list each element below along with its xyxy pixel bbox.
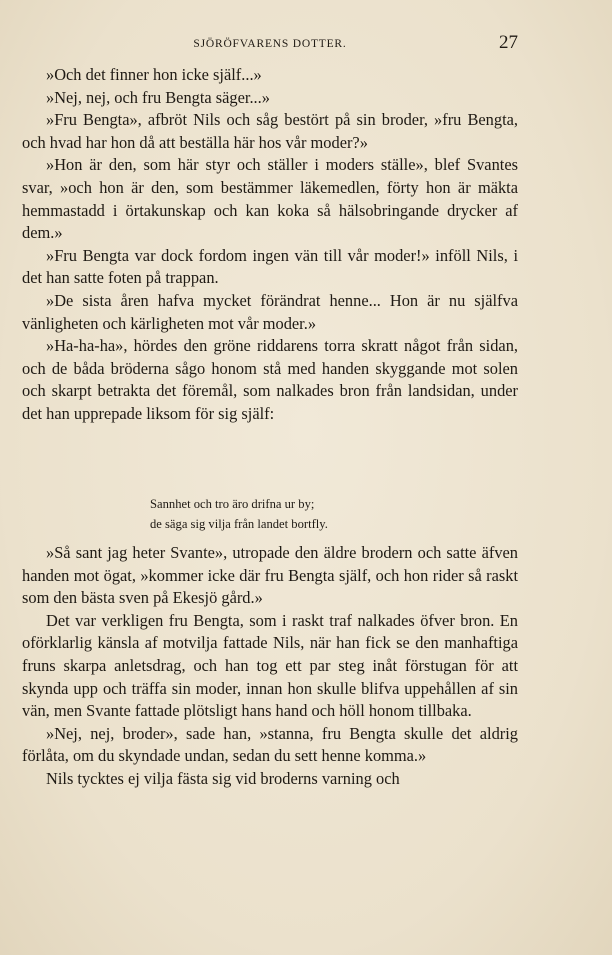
- paragraph: Nils tycktes ej vilja fästa sig vid broderns varning och: [46, 768, 400, 788]
- verse-quote: [150, 494, 328, 534]
- running-title: SJÖRÖFVARENS DOTTER.: [193, 38, 347, 50]
- page-header: [22, 32, 518, 56]
- paragraph: »Nej, nej, och fru Bengta säger...»: [46, 87, 270, 107]
- paragraph: »Fru Bengta», afbröt Nils och såg bestört på sin broder, »fru Bengta, och hvad har hon då att beställa här hos vår moder?»: [22, 110, 518, 152]
- paragraph: »Och det finner hon icke själf...»: [46, 65, 262, 84]
- paragraph: »De sista åren hafva mycket förändrat henne... Hon är nu själfva vänligheten och kärligheten mot vår moder.»: [22, 290, 518, 333]
- paragraph: »Ha-ha-ha», hördes den gröne riddarens torra skratt något från sidan, och de båda bröderna sågo honom stå med handen skyggande mot solen och skarpt betrakta det föremål, som nalkades bron från landsidan, under det han upprepade liksom för sig själf:: [22, 336, 518, 423]
- verse-line: Sannhet och tro äro drifna ur by;: [150, 497, 315, 511]
- verse-line: de säga sig vilja från landet bortfly.: [150, 517, 328, 531]
- paragraph: »Så sant jag heter Svante», utropade den äldre brodern och satte äfven handen mot ögat, »kommer icke där fru Bengta själf, och hon rider så raskt som den bästa sven på Ekesjö gård.»: [22, 543, 518, 608]
- paragraph: »Hon är den, som här styr och ställer i moders ställe», blef Svantes svar, »och hon är den, som bestämmer läkemedlen, förty hon är mäkta hemmastadd i örtakunskap och kan koka så hälsobringande drycker af dem.»: [22, 155, 518, 243]
- paragraph: »Fru Bengta var dock fordom ingen vän till vår moder!» inföll Nils, i det han satte foten på trappan.: [22, 245, 518, 288]
- body-text-upper: [22, 64, 518, 426]
- paragraph: »Nej, nej, broder», sade han, »stanna, fru Bengta skulle det aldrig förlåta, om du skyndade undan, sedan du sett henne komma.»: [22, 723, 518, 766]
- paragraph: Det var verkligen fru Bengta, som i raskt traf nalkades öfver bron. En oförklarlig känsla af motvilja fattade Nils, när han fick se den manhaftiga fruns skarpa anletsdrag, och han tog ett par steg inåt förstugan för att skynda upp och träffa sin moder, innan hon skulle blifva uppehållen af sin vän, men Svante fattade plötsligt hans hand och höll honom tillbaka.: [22, 610, 518, 721]
- body-text-lower: [22, 542, 518, 791]
- page-number: 27: [499, 32, 518, 53]
